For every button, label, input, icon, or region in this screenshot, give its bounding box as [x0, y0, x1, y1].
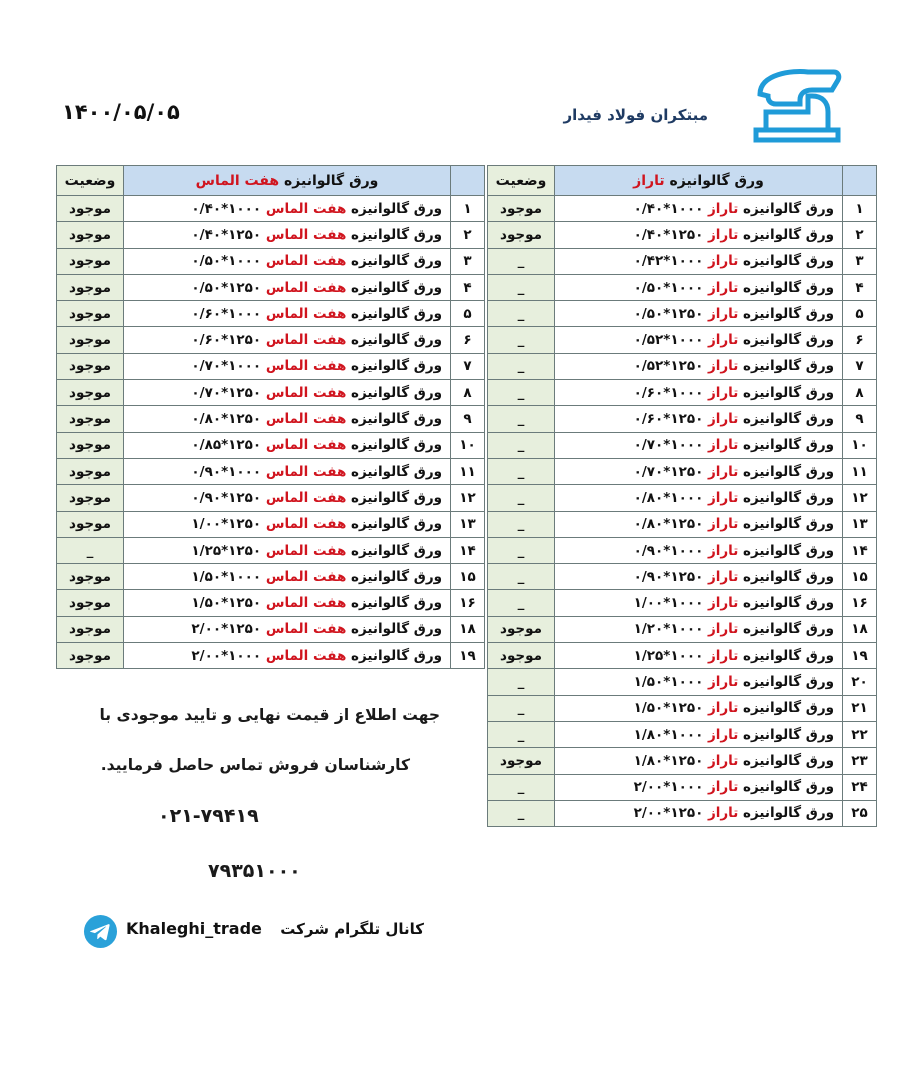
haft-almas-row: [57, 380, 485, 406]
product-spec: ۱۰۰۰*۰/۶۰: [633, 384, 709, 401]
brand-name: تاراز: [708, 726, 739, 743]
product-description: ورق گالوانیزه تاراز ۱۰۰۰*۱/۸۰: [555, 721, 843, 747]
brand-name: تاراز: [708, 226, 739, 243]
taraz-row: [488, 222, 877, 248]
product-description: ورق گالوانیزه هفت الماس ۱۰۰۰*۰/۵۰: [124, 248, 451, 274]
brand-name: هفت الماس: [265, 489, 347, 506]
product-spec: ۱۲۵۰*۰/۸۵: [191, 437, 266, 454]
product-description: ورق گالوانیزه تاراز ۱۰۰۰*۰/۵۲: [555, 327, 843, 353]
taraz-row: [488, 537, 877, 563]
row-number: ۷: [451, 353, 485, 379]
product-spec: ۱۰۰۰*۰/۵۰: [191, 253, 266, 270]
row-number: ۲۴: [843, 774, 877, 800]
availability-status: موجود: [57, 327, 124, 353]
product-description: ورق گالوانیزه تاراز ۱۰۰۰*۱/۲۵: [555, 643, 843, 669]
brand-name: تاراز: [708, 305, 739, 322]
product-description: ورق گالوانیزه تاراز ۱۰۰۰*۱/۲۰: [555, 616, 843, 642]
row-number: ۸: [451, 380, 485, 406]
product-spec: ۱۰۰۰*۰/۷۰: [633, 437, 709, 454]
availability-status: _: [488, 353, 555, 379]
telegram-channel-label: کانال تلگرام شرکت: [280, 920, 424, 938]
taraz-table-header: [488, 166, 877, 196]
product-spec: ۱۰۰۰*۰/۴۲: [633, 253, 709, 270]
product-description: ورق گالوانیزه هفت الماس ۱۲۵۰*۰/۵۰: [124, 274, 451, 300]
product-description: ورق گالوانیزه تاراز ۱۰۰۰*۰/۴۲: [555, 248, 843, 274]
brand-name: هفت الماس: [265, 332, 347, 349]
row-number: ۴: [451, 274, 485, 300]
row-number: ۲۳: [843, 748, 877, 774]
product-description: ورق گالوانیزه تاراز ۱۲۵۰*۱/۸۰: [555, 748, 843, 774]
contact-note-line1: جهت اطلاع از قیمت نهایی و تایید موجودی با: [99, 706, 440, 724]
row-number: ۲۰: [843, 669, 877, 695]
row-number: ۵: [451, 301, 485, 327]
row-number: ۱: [843, 196, 877, 222]
availability-status: موجود: [57, 511, 124, 537]
taraz-row: [488, 669, 877, 695]
haft-almas-row: [57, 643, 485, 669]
availability-status: موجود: [57, 196, 124, 222]
haft-almas-row: [57, 564, 485, 590]
taraz-row: [488, 695, 877, 721]
product-spec: ۱۰۰۰*۰/۴۰: [191, 200, 266, 217]
row-number: ۴: [843, 274, 877, 300]
product-description: ورق گالوانیزه هفت الماس ۱۲۵۰*۰/۴۰: [124, 222, 451, 248]
product-description: ورق گالوانیزه هفت الماس ۱۰۰۰*۰/۷۰: [124, 353, 451, 379]
availability-status: موجود: [57, 406, 124, 432]
product-description: ورق گالوانیزه تاراز ۱۰۰۰*۰/۸۰: [555, 485, 843, 511]
brand-name: هفت الماس: [265, 200, 347, 217]
brand-name: تاراز: [708, 700, 739, 717]
product-description: ورق گالوانیزه هفت الماس ۱۲۵۰*۲/۰۰: [124, 616, 451, 642]
product-spec: ۱۲۵۰*۱/۰۰: [191, 516, 266, 533]
product-description: ورق گالوانیزه هفت الماس ۱۲۵۰*۰/۹۰: [124, 485, 451, 511]
availability-status: _: [488, 721, 555, 747]
haft-almas-row: [57, 353, 485, 379]
product-description: ورق گالوانیزه تاراز ۱۲۵۰*۰/۹۰: [555, 564, 843, 590]
row-number: ۲: [451, 222, 485, 248]
taraz-row: [488, 274, 877, 300]
availability-status: _: [488, 380, 555, 406]
product-spec: ۱۲۵۰*۱/۵۰: [191, 595, 266, 612]
product-description: ورق گالوانیزه تاراز ۱۲۵۰*۰/۶۰: [555, 406, 843, 432]
taraz-row: [488, 721, 877, 747]
phone-number-1[interactable]: ۰۲۱-۷۹۴۱۹: [158, 805, 259, 827]
product-description: ورق گالوانیزه تاراز ۱۲۵۰*۰/۵۲: [555, 353, 843, 379]
taraz-row: [488, 196, 877, 222]
brand-name: هفت الماس: [265, 542, 347, 559]
row-number: ۱۳: [451, 511, 485, 537]
brand-name: هفت الماس: [265, 226, 347, 243]
availability-status: موجود: [57, 458, 124, 484]
brand-name: هفت الماس: [265, 463, 347, 480]
availability-status: _: [488, 432, 555, 458]
product-spec: ۱۲۵۰*۰/۹۰: [633, 568, 709, 585]
taraz-row: [488, 616, 877, 642]
availability-status: _: [57, 537, 124, 563]
taraz-row: [488, 301, 877, 327]
availability-status: _: [488, 695, 555, 721]
brand-name: هفت الماس: [265, 411, 347, 428]
product-spec: ۱۰۰۰*۱/۲۵: [633, 647, 709, 664]
availability-status: _: [488, 458, 555, 484]
row-number: ۱۵: [843, 564, 877, 590]
product-spec: ۱۰۰۰*۱/۵۰: [633, 673, 709, 690]
brand-name: تاراز: [708, 673, 739, 690]
row-number: ۶: [451, 327, 485, 353]
brand-name: تاراز: [708, 358, 739, 375]
brand-name: هفت الماس: [265, 384, 347, 401]
brand-name: تاراز: [708, 516, 739, 533]
taraz-row: [488, 800, 877, 826]
product-spec: ۱۲۵۰*۰/۷۰: [633, 463, 709, 480]
product-description: ورق گالوانیزه هفت الماس ۱۲۵۰*۱/۲۵: [124, 537, 451, 563]
header-number-cell: [451, 166, 485, 196]
haft-almas-row: [57, 616, 485, 642]
brand-name: تاراز: [708, 621, 739, 638]
availability-status: موجود: [488, 616, 555, 642]
row-number: ۱۴: [451, 537, 485, 563]
availability-status: _: [488, 327, 555, 353]
availability-status: موجود: [57, 248, 124, 274]
row-number: ۳: [843, 248, 877, 274]
row-number: ۶: [843, 327, 877, 353]
product-description: ورق گالوانیزه هفت الماس ۱۰۰۰*۰/۴۰: [124, 196, 451, 222]
brand-name: هفت الماس: [265, 279, 347, 296]
taraz-row: [488, 380, 877, 406]
haft-almas-row: [57, 274, 485, 300]
product-description: ورق گالوانیزه هفت الماس ۱۲۵۰*۱/۰۰: [124, 511, 451, 537]
brand-name: تاراز: [708, 542, 739, 559]
availability-status: موجود: [57, 380, 124, 406]
brand-name: تاراز: [708, 332, 739, 349]
product-spec: ۱۲۵۰*۲/۰۰: [191, 621, 266, 638]
product-spec: ۱۲۵۰*۱/۸۰: [633, 752, 709, 769]
product-spec: ۱۲۵۰*۰/۸۰: [191, 411, 266, 428]
product-description: ورق گالوانیزه هفت الماس ۱۰۰۰*۱/۵۰: [124, 564, 451, 590]
product-spec: ۱۰۰۰*۱/۸۰: [633, 726, 709, 743]
product-description: ورق گالوانیزه تاراز ۱۲۵۰*۰/۵۰: [555, 301, 843, 327]
brand-name: هفت الماس: [265, 253, 347, 270]
taraz-table-title: ورق گالوانیزه تاراز: [555, 166, 843, 196]
row-number: ۲۵: [843, 800, 877, 826]
product-spec: ۱۲۵۰*۰/۷۰: [191, 384, 266, 401]
availability-status: موجود: [57, 432, 124, 458]
row-number: ۱۰: [451, 432, 485, 458]
product-description: ورق گالوانیزه تاراز ۱۲۵۰*۰/۴۰: [555, 222, 843, 248]
product-spec: ۱۲۵۰*۲/۰۰: [633, 805, 709, 822]
product-spec: ۱۲۵۰*۰/۹۰: [191, 489, 266, 506]
haft-almas-row: [57, 301, 485, 327]
product-description: ورق گالوانیزه هفت الماس ۱۰۰۰*۰/۶۰: [124, 301, 451, 327]
taraz-row: [488, 327, 877, 353]
brand-name: تاراز: [708, 779, 739, 796]
brand-name: هفت الماس: [265, 595, 347, 612]
product-spec: ۱۰۰۰*۰/۹۰: [191, 463, 266, 480]
availability-status: _: [488, 669, 555, 695]
availability-status: _: [488, 537, 555, 563]
row-number: ۱: [451, 196, 485, 222]
availability-status: _: [488, 590, 555, 616]
availability-status: موجود: [57, 616, 124, 642]
availability-status: _: [488, 511, 555, 537]
product-description: ورق گالوانیزه تاراز ۱۰۰۰*۰/۷۰: [555, 432, 843, 458]
availability-status: _: [488, 485, 555, 511]
product-description: ورق گالوانیزه تاراز ۱۲۵۰*۲/۰۰: [555, 800, 843, 826]
availability-status: _: [488, 301, 555, 327]
brand-name: تاراز: [708, 437, 739, 454]
product-description: ورق گالوانیزه تاراز ۱۰۰۰*۲/۰۰: [555, 774, 843, 800]
brand-name: هفت الماس: [265, 358, 347, 375]
taraz-row: [488, 564, 877, 590]
product-spec: ۱۰۰۰*۰/۶۰: [191, 305, 266, 322]
contact-note-line2: کارشناسان فروش تماس حاصل فرمایید.: [100, 756, 410, 774]
taraz-row: [488, 511, 877, 537]
row-number: ۱۱: [843, 458, 877, 484]
product-spec: ۱۲۵۰*۰/۶۰: [191, 332, 266, 349]
telegram-handle[interactable]: Khaleghi_trade: [126, 919, 262, 938]
brand-name: هفت الماس: [265, 621, 347, 638]
haft-almas-row: [57, 537, 485, 563]
brand-name: تاراز: [708, 752, 739, 769]
product-description: ورق گالوانیزه هفت الماس ۱۲۵۰*۱/۵۰: [124, 590, 451, 616]
product-description: ورق گالوانیزه تاراز ۱۰۰۰*۰/۵۰: [555, 274, 843, 300]
haft-almas-row: [57, 485, 485, 511]
haft-almas-price-table: [56, 165, 485, 669]
product-spec: ۱۰۰۰*۰/۹۰: [633, 542, 709, 559]
product-spec: ۱۰۰۰*۲/۰۰: [633, 779, 709, 796]
product-spec: ۱۲۵۰*۰/۵۰: [633, 305, 709, 322]
row-number: ۱۲: [451, 485, 485, 511]
product-spec: ۱۲۵۰*۰/۵۰: [191, 279, 266, 296]
row-number: ۱۶: [451, 590, 485, 616]
header-number-cell: [843, 166, 877, 196]
row-number: ۱۹: [843, 643, 877, 669]
product-description: ورق گالوانیزه هفت الماس ۱۰۰۰*۰/۹۰: [124, 458, 451, 484]
availability-status: موجود: [57, 353, 124, 379]
row-number: ۱۱: [451, 458, 485, 484]
row-number: ۱۹: [451, 643, 485, 669]
taraz-row: [488, 485, 877, 511]
haft-almas-status-header: وضعیت: [57, 166, 124, 196]
availability-status: موجود: [57, 643, 124, 669]
availability-status: موجود: [57, 222, 124, 248]
taraz-row: [488, 432, 877, 458]
product-spec: ۱۲۵۰*۰/۴۰: [633, 226, 709, 243]
taraz-row: [488, 353, 877, 379]
haft-almas-row: [57, 432, 485, 458]
brand-name: تاراز: [708, 568, 739, 585]
product-spec: ۱۰۰۰*۰/۵۰: [633, 279, 709, 296]
company-name: مبتکران فولاد فیدار: [563, 106, 708, 124]
document-date: ۱۴۰۰/۰۵/۰۵: [62, 100, 180, 124]
product-description: ورق گالوانیزه تاراز ۱۰۰۰*۰/۶۰: [555, 380, 843, 406]
product-description: ورق گالوانیزه تاراز ۱۲۵۰*۰/۸۰: [555, 511, 843, 537]
availability-status: موجود: [488, 222, 555, 248]
availability-status: _: [488, 406, 555, 432]
haft-almas-row: [57, 248, 485, 274]
row-number: ۱۸: [843, 616, 877, 642]
row-number: ۳: [451, 248, 485, 274]
product-description: ورق گالوانیزه تاراز ۱۰۰۰*۱/۰۰: [555, 590, 843, 616]
brand-name: تاراز: [708, 463, 739, 480]
haft-almas-table-title: ورق گالوانیزه هفت الماس: [124, 166, 451, 196]
brand-name: تاراز: [708, 253, 739, 270]
haft-almas-row: [57, 590, 485, 616]
availability-status: موجود: [488, 748, 555, 774]
product-spec: ۱۰۰۰*۱/۲۰: [633, 621, 709, 638]
row-number: ۱۰: [843, 432, 877, 458]
taraz-row: [488, 774, 877, 800]
product-description: ورق گالوانیزه تاراز ۱۲۵۰*۰/۷۰: [555, 458, 843, 484]
brand-name: تاراز: [708, 200, 739, 217]
brand-name: تاراز: [708, 411, 739, 428]
product-description: ورق گالوانیزه هفت الماس ۱۲۵۰*۰/۶۰: [124, 327, 451, 353]
taraz-price-table: [487, 165, 877, 827]
product-description: ورق گالوانیزه تاراز ۱۰۰۰*۱/۵۰: [555, 669, 843, 695]
row-number: ۲: [843, 222, 877, 248]
row-number: ۷: [843, 353, 877, 379]
row-number: ۵: [843, 301, 877, 327]
product-description: ورق گالوانیزه هفت الماس ۱۰۰۰*۲/۰۰: [124, 643, 451, 669]
availability-status: موجود: [57, 564, 124, 590]
row-number: ۱۳: [843, 511, 877, 537]
brand-name: تاراز: [708, 384, 739, 401]
haft-almas-row: [57, 222, 485, 248]
product-description: ورق گالوانیزه تاراز ۱۰۰۰*۰/۴۰: [555, 196, 843, 222]
brand-name: تاراز: [708, 595, 739, 612]
row-number: ۱۵: [451, 564, 485, 590]
brand-name: هفت الماس: [265, 437, 347, 454]
product-spec: ۱۰۰۰*۰/۵۲: [633, 332, 709, 349]
availability-status: موجود: [57, 301, 124, 327]
brand-name: هفت الماس: [265, 516, 347, 533]
brand-name: هفت الماس: [265, 305, 347, 322]
brand-name: تاراز: [708, 805, 739, 822]
product-spec: ۱۰۰۰*۲/۰۰: [191, 647, 266, 664]
availability-status: موجود: [57, 590, 124, 616]
brand-name: تاراز: [708, 279, 739, 296]
telegram-icon: [83, 914, 118, 949]
row-number: ۹: [451, 406, 485, 432]
taraz-row: [488, 458, 877, 484]
taraz-row: [488, 248, 877, 274]
product-spec: ۱۲۵۰*۰/۸۰: [633, 516, 709, 533]
row-number: ۸: [843, 380, 877, 406]
brand-name: هفت الماس: [265, 568, 347, 585]
product-spec: ۱۰۰۰*۰/۷۰: [191, 358, 266, 375]
haft-almas-row: [57, 406, 485, 432]
availability-status: موجود: [57, 274, 124, 300]
taraz-status-header: وضعیت: [488, 166, 555, 196]
product-spec: ۱۰۰۰*۱/۰۰: [633, 595, 709, 612]
row-number: ۲۲: [843, 721, 877, 747]
product-description: ورق گالوانیزه هفت الماس ۱۲۵۰*۰/۸۵: [124, 432, 451, 458]
company-logo: [752, 66, 842, 146]
availability-status: موجود: [57, 485, 124, 511]
taraz-row: [488, 748, 877, 774]
haft-almas-row: [57, 511, 485, 537]
row-number: ۲۱: [843, 695, 877, 721]
brand-name: تاراز: [708, 647, 739, 664]
product-spec: ۱۲۵۰*۱/۲۵: [191, 542, 266, 559]
availability-status: _: [488, 774, 555, 800]
product-spec: ۱۲۵۰*۰/۵۲: [633, 358, 709, 375]
haft-almas-table-header: [57, 166, 485, 196]
product-description: ورق گالوانیزه تاراز ۱۰۰۰*۰/۹۰: [555, 537, 843, 563]
product-description: ورق گالوانیزه هفت الماس ۱۲۵۰*۰/۸۰: [124, 406, 451, 432]
taraz-row: [488, 406, 877, 432]
availability-status: _: [488, 274, 555, 300]
row-number: ۱۶: [843, 590, 877, 616]
row-number: ۱۲: [843, 485, 877, 511]
taraz-row: [488, 590, 877, 616]
product-spec: ۱۰۰۰*۰/۴۰: [633, 200, 709, 217]
availability-status: موجود: [488, 643, 555, 669]
phone-number-2[interactable]: ۷۹۳۵۱۰۰۰: [208, 860, 301, 882]
haft-almas-row: [57, 196, 485, 222]
haft-almas-row: [57, 458, 485, 484]
brand-name: تاراز: [708, 489, 739, 506]
availability-status: _: [488, 564, 555, 590]
row-number: ۹: [843, 406, 877, 432]
product-spec: ۱۲۵۰*۱/۵۰: [633, 700, 709, 717]
brand-name: هفت الماس: [265, 647, 347, 664]
row-number: ۱۸: [451, 616, 485, 642]
taraz-row: [488, 643, 877, 669]
row-number: ۱۴: [843, 537, 877, 563]
product-spec: ۱۲۵۰*۰/۶۰: [633, 411, 709, 428]
product-description: ورق گالوانیزه هفت الماس ۱۲۵۰*۰/۷۰: [124, 380, 451, 406]
product-spec: ۱۲۵۰*۰/۴۰: [191, 226, 266, 243]
product-spec: ۱۰۰۰*۰/۸۰: [633, 489, 709, 506]
product-spec: ۱۰۰۰*۱/۵۰: [191, 568, 266, 585]
haft-almas-row: [57, 327, 485, 353]
availability-status: _: [488, 800, 555, 826]
product-description: ورق گالوانیزه تاراز ۱۲۵۰*۱/۵۰: [555, 695, 843, 721]
availability-status: موجود: [488, 196, 555, 222]
availability-status: _: [488, 248, 555, 274]
